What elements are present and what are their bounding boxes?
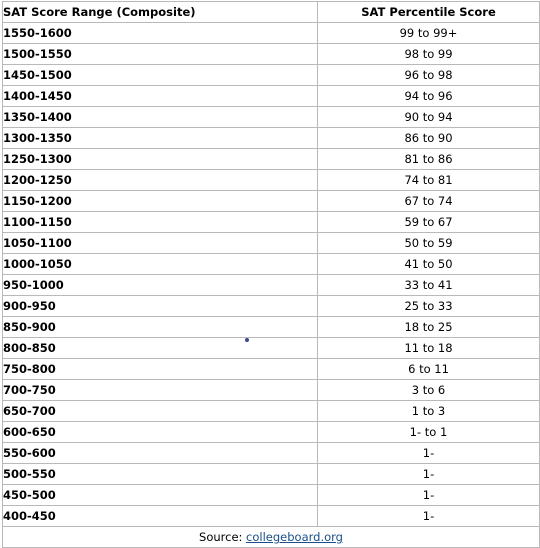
percentile-cell: 59 to 67 <box>318 212 540 233</box>
percentile-cell: 81 to 86 <box>318 149 540 170</box>
table-row <box>3 464 540 485</box>
source-label: Source: <box>199 530 247 544</box>
source-cell <box>3 527 540 548</box>
score-range-cell: 1350-1400 <box>3 107 318 128</box>
stray-dot <box>245 338 249 342</box>
percentile-cell: 11 to 18 <box>318 338 540 359</box>
header-score-range: SAT Score Range (Composite) <box>3 2 318 23</box>
sat-percentile-table <box>2 1 540 548</box>
score-range-cell: 1200-1250 <box>3 170 318 191</box>
score-range-cell: 1150-1200 <box>3 191 318 212</box>
table-row <box>3 170 540 191</box>
percentile-cell: 98 to 99 <box>318 44 540 65</box>
percentile-cell: 74 to 81 <box>318 170 540 191</box>
source-row <box>3 527 540 548</box>
table-row <box>3 128 540 149</box>
header-percentile: SAT Percentile Score <box>318 2 540 23</box>
score-range-cell: 800-850 <box>3 338 318 359</box>
score-range-cell: 650-700 <box>3 401 318 422</box>
percentile-cell: 1- <box>318 464 540 485</box>
score-range-cell: 950-1000 <box>3 275 318 296</box>
score-range-cell: 400-450 <box>3 506 318 527</box>
score-range-cell: 700-750 <box>3 380 318 401</box>
score-range-cell: 750-800 <box>3 359 318 380</box>
percentile-cell: 41 to 50 <box>318 254 540 275</box>
table-row <box>3 44 540 65</box>
table-row <box>3 485 540 506</box>
percentile-cell: 3 to 6 <box>318 380 540 401</box>
table-row <box>3 359 540 380</box>
percentile-cell: 67 to 74 <box>318 191 540 212</box>
table-row <box>3 275 540 296</box>
percentile-cell: 50 to 59 <box>318 233 540 254</box>
percentile-cell: 96 to 98 <box>318 65 540 86</box>
percentile-cell: 25 to 33 <box>318 296 540 317</box>
table-row <box>3 86 540 107</box>
table-row <box>3 212 540 233</box>
percentile-cell: 1- <box>318 506 540 527</box>
table-row <box>3 65 540 86</box>
table-row <box>3 23 540 44</box>
percentile-cell: 90 to 94 <box>318 107 540 128</box>
table-row <box>3 422 540 443</box>
table-row <box>3 506 540 527</box>
score-range-cell: 1250-1300 <box>3 149 318 170</box>
score-range-cell: 1300-1350 <box>3 128 318 149</box>
percentile-cell: 86 to 90 <box>318 128 540 149</box>
table-row <box>3 233 540 254</box>
percentile-cell: 33 to 41 <box>318 275 540 296</box>
table-header-row <box>3 2 540 23</box>
score-range-cell: 450-500 <box>3 485 318 506</box>
table-body <box>3 23 540 527</box>
percentile-cell: 99 to 99+ <box>318 23 540 44</box>
percentile-cell: 94 to 96 <box>318 86 540 107</box>
score-range-cell: 1500-1550 <box>3 44 318 65</box>
table-row <box>3 317 540 338</box>
source-link[interactable]: collegeboard.org <box>246 530 343 544</box>
score-range-cell: 850-900 <box>3 317 318 338</box>
score-range-cell: 1400-1450 <box>3 86 318 107</box>
percentile-cell: 18 to 25 <box>318 317 540 338</box>
table-row <box>3 401 540 422</box>
table-row <box>3 107 540 128</box>
score-range-cell: 500-550 <box>3 464 318 485</box>
score-range-cell: 600-650 <box>3 422 318 443</box>
table-row <box>3 296 540 317</box>
table-row <box>3 254 540 275</box>
percentile-cell: 1- to 1 <box>318 422 540 443</box>
score-range-cell: 1550-1600 <box>3 23 318 44</box>
score-range-cell: 900-950 <box>3 296 318 317</box>
table-row <box>3 443 540 464</box>
score-range-cell: 1450-1500 <box>3 65 318 86</box>
percentile-cell: 1- <box>318 485 540 506</box>
table-row <box>3 191 540 212</box>
table-row <box>3 380 540 401</box>
percentile-cell: 6 to 11 <box>318 359 540 380</box>
percentile-cell: 1 to 3 <box>318 401 540 422</box>
score-range-cell: 550-600 <box>3 443 318 464</box>
score-range-cell: 1050-1100 <box>3 233 318 254</box>
percentile-cell: 1- <box>318 443 540 464</box>
table-row <box>3 149 540 170</box>
score-range-cell: 1000-1050 <box>3 254 318 275</box>
table-row <box>3 338 540 359</box>
score-range-cell: 1100-1150 <box>3 212 318 233</box>
